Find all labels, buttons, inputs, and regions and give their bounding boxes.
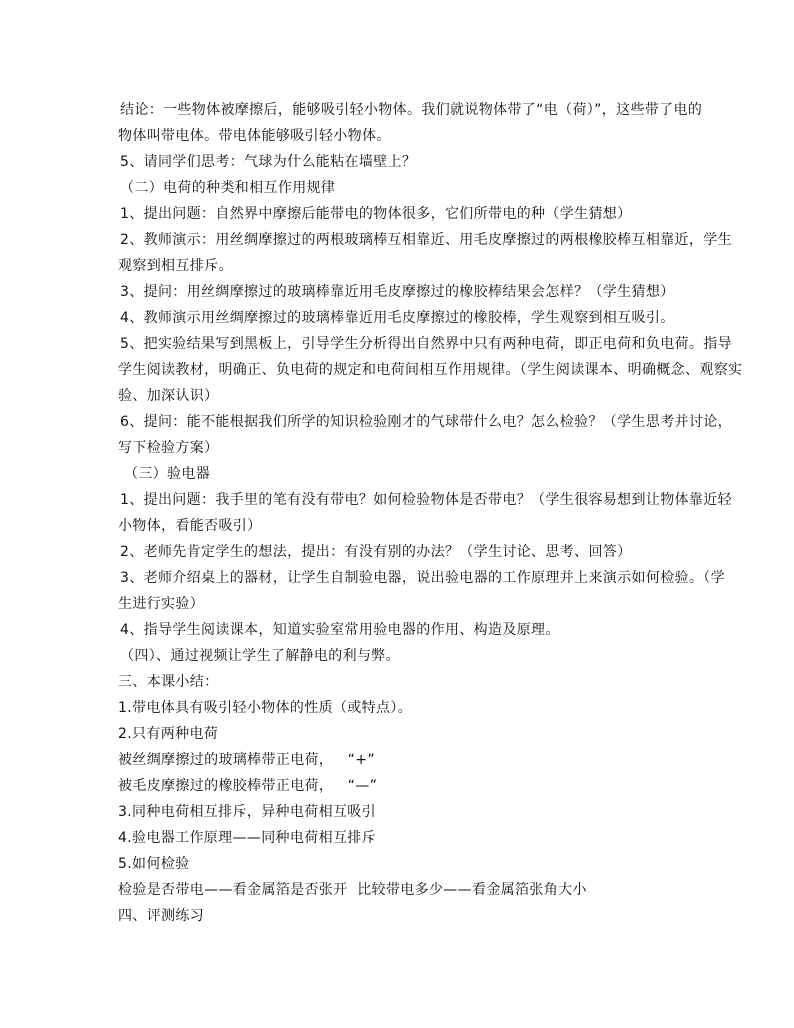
text-line: 物体叫带电体。带电体能够吸引轻小物体。 [118,128,391,144]
section-heading: 三、本课小结： [118,674,219,690]
text-line: 验、加深认识） [118,388,219,404]
summary-item: 2.只有两种电荷 [118,726,219,742]
text-line: 观察到相互排斥。 [118,258,233,274]
text-line: 4、指导学生阅读课本，知道实验室常用验电器的作用、构造及原理。 [120,622,560,638]
section-heading: 四、评测练习 [118,908,205,924]
summary-item: 被丝绸摩擦过的玻璃棒带正电荷， “+” [118,752,375,768]
text-line: 生进行实验） [118,596,205,612]
text-line: 6、提问：能不能根据我们所学的知识检验刚才的气球带什么电？怎么检验？（学生思考并讨论， [120,414,732,430]
text-line: 2、教师演示：用丝绸摩擦过的两根玻璃棒互相靠近、用毛皮摩擦过的两根橡胶棒互相靠近，学生 [120,232,732,248]
section-heading: （四）、通过视频让学生了解静电的利与弊。 [120,648,400,664]
section-heading: （三）验电器 [124,466,211,482]
text-line: 1、提出问题：自然界中摩擦后能带电的物体很多，它们所带电的种（学生猜想） [120,206,632,222]
text-line: 5、请同学们思考：气球为什么能粘在墙壁上？ [120,154,417,170]
summary-item: 1.带电体具有吸引轻小物体的性质（或特点）。 [118,700,413,716]
summary-item: 4.验电器工作原理——同种电荷相互排斥 [118,830,377,846]
summary-item: 3.同种电荷相互排斥，异种电荷相互吸引 [118,804,377,820]
text-line: 5、把实验结果写到黑板上，引导学生分析得出自然界中只有两种电荷，即正电荷和负电荷。指导 [120,336,732,352]
summary-item: 5.如何检验 [118,856,190,872]
text-line: 小物体，看能否吸引） [118,518,262,534]
text-line: 4、教师演示用丝绸摩擦过的玻璃棒靠近用毛皮摩擦过的橡胶棒，学生观察到相互吸引。 [120,310,675,326]
summary-item: 检验是否带电——看金属箔是否张开 比较带电多少——看金属箔张角大小 [118,882,587,898]
text-line: 1、提出问题：我手里的笔有没有带电？如何检验物体是否带电？（学生很容易想到让物体靠近轻 [120,492,732,508]
summary-item: 被毛皮摩擦过的橡胶棒带正电荷， “—” [118,778,378,794]
document-body [118,97,743,929]
text-line: 学生阅读教材，明确正、负电荷的规定和电荷间相互作用规律。（学生阅读课本、明确概念、观察实 [118,362,743,378]
text-line: 2、老师先肯定学生的想法，提出：有没有别的办法？（学生讨论、思考、回答） [120,544,632,560]
text-line: 3、老师介绍桌上的器材，让学生自制验电器，说出验电器的工作原理并上来演示如何检验。（学 [120,570,725,586]
text-line: 写下检验方案） [118,440,219,456]
text-line: 3、提问：用丝绸摩擦过的玻璃棒靠近用毛皮摩擦过的橡胶棒结果会怎样？（学生猜想） [120,284,675,300]
section-heading: （二）电荷的种类和相互作用规律 [120,180,336,196]
text-line: 结论：一些物体被摩擦后，能够吸引轻小物体。我们就说物体带了“电（荷）”，这些带了电的 [120,102,703,118]
